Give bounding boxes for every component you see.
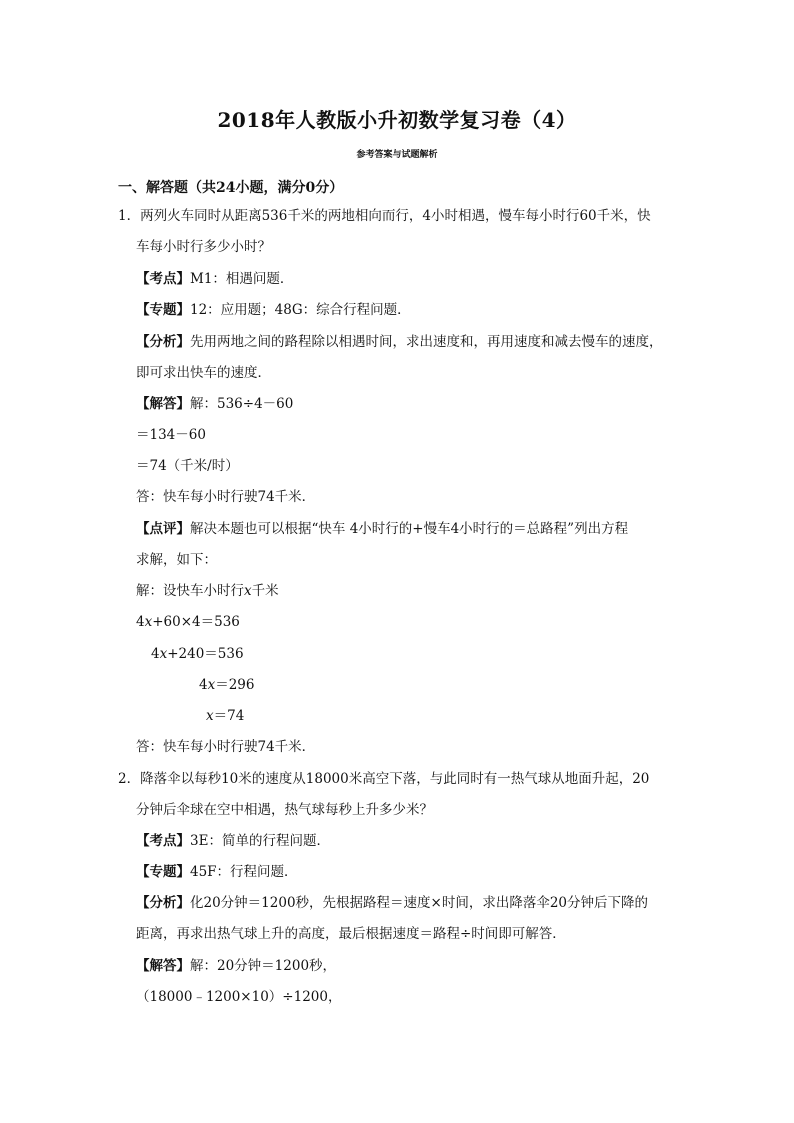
eq-variable: x	[206, 708, 214, 724]
question-number: 2．	[118, 771, 141, 787]
q1-kaodian	[136, 270, 293, 288]
jieda-tag: 【 解答 】	[136, 396, 190, 412]
eq-variable: x	[144, 614, 153, 630]
fenxi-tag: 【 分析 】	[136, 895, 190, 911]
fenxi-tag: 【 分析 】	[136, 334, 190, 350]
q2-fenxi-line-2: 距离，再求出热气球上升的高度，最后根据速度＝路程÷时间即可解答．	[136, 926, 566, 942]
question-number: 1．	[118, 208, 141, 224]
page-title: 2018年人教版小升初数学复习卷（4）	[217, 108, 577, 132]
zhuanti-text: 12：应用题；48G：综合行程问题．	[190, 302, 411, 318]
dianping-text: 解决本题也可以根据“快车 4小时行的+慢车4小时行的＝总路程”列出方程	[190, 521, 629, 537]
kaodian-text: M1：相遇问题．	[190, 271, 294, 287]
q1-jieda-line-3: ＝74（千米/时）	[136, 458, 239, 474]
q1-equation-1	[136, 613, 240, 631]
q1-equation-setup	[136, 582, 279, 600]
question-text: 两列火车同时从距离536千米的两地相向而行，4小时相遇，慢车每小时行60千米，快	[140, 208, 651, 224]
eq-variable: x	[207, 677, 216, 693]
page-subtitle: 参考答案与试题解析	[356, 150, 438, 160]
eq-text: 4	[151, 646, 160, 662]
zhuanti-tag: 【 专题 】	[136, 864, 190, 880]
eq-text: ＝296	[215, 677, 255, 693]
jieda-tag: 【 解答 】	[136, 958, 190, 974]
q1-dianping	[136, 520, 628, 538]
fenxi-text: 先用两地之间的路程除以相遇时间，求出速度和，再用速度和减去慢车的速度，	[190, 334, 663, 350]
q1-equation-4	[206, 707, 244, 725]
q2-kaodian	[136, 832, 330, 850]
eq-text: +60×4＝536	[152, 614, 240, 630]
kaodian-tag: 【 考点 】	[136, 271, 190, 287]
question-2-stem-line-1	[118, 770, 649, 788]
q2-jieda	[136, 957, 336, 975]
jieda-text: 解：20分钟＝1200秒，	[190, 958, 337, 974]
eq-text: 4	[199, 677, 208, 693]
eq-text: 4	[136, 614, 145, 630]
question-2-stem-line-2: 分钟后伞球在空中相遇，热气球每秒上升多少米？	[136, 802, 433, 818]
eq-text: +240＝536	[167, 646, 244, 662]
section-heading: 一、解答题（共24小题，满分0分）	[118, 180, 344, 196]
question-1-stem-line-2: 车每小时行多少小时？	[136, 239, 271, 255]
zhuanti-text: 45F：行程问题．	[190, 864, 298, 880]
q1-dianping-line-2: 求解，如下：	[136, 552, 217, 568]
eq-text: 千米	[251, 583, 279, 599]
q1-jieda-line-2: ＝134－60	[136, 427, 206, 443]
eq-text: 解：设快车小时行	[136, 583, 244, 599]
zhuanti-tag: 【 专题 】	[136, 302, 190, 318]
eq-variable: x	[159, 646, 168, 662]
q2-fenxi	[136, 894, 648, 912]
q1-equation-2	[151, 645, 244, 663]
question-text: 降落伞以每秒10米的速度从18000米高空下落，与此同时有一热气球从地面升起，20	[140, 771, 650, 787]
fenxi-text: 化20分钟＝1200秒，先根据路程＝速度×时间，求出降落伞20分钟后下降的	[190, 895, 649, 911]
q1-fenxi	[136, 333, 663, 351]
q1-jieda-line-4: 答：快车每小时行驶74千米．	[136, 489, 316, 505]
dianping-tag: 【 点评 】	[136, 521, 190, 537]
q2-zhuanti	[136, 863, 298, 881]
question-1-stem-line-1	[118, 207, 651, 225]
q1-zhuanti	[136, 301, 411, 319]
q1-fenxi-line-2: 即可求出快车的速度．	[136, 365, 271, 381]
kaodian-text: 3E：简单的行程问题．	[190, 833, 330, 849]
q1-final-answer: 答：快车每小时行驶74千米．	[136, 739, 316, 755]
eq-variable: x	[244, 583, 252, 599]
q1-jieda	[136, 395, 293, 413]
q1-equation-3	[199, 676, 255, 694]
kaodian-tag: 【 考点 】	[136, 833, 190, 849]
q2-jieda-line-2: （18000﹣1200×10）÷1200，	[136, 989, 342, 1005]
eq-text: ＝74	[213, 708, 245, 724]
jieda-text: 解：536÷4－60	[190, 396, 294, 412]
